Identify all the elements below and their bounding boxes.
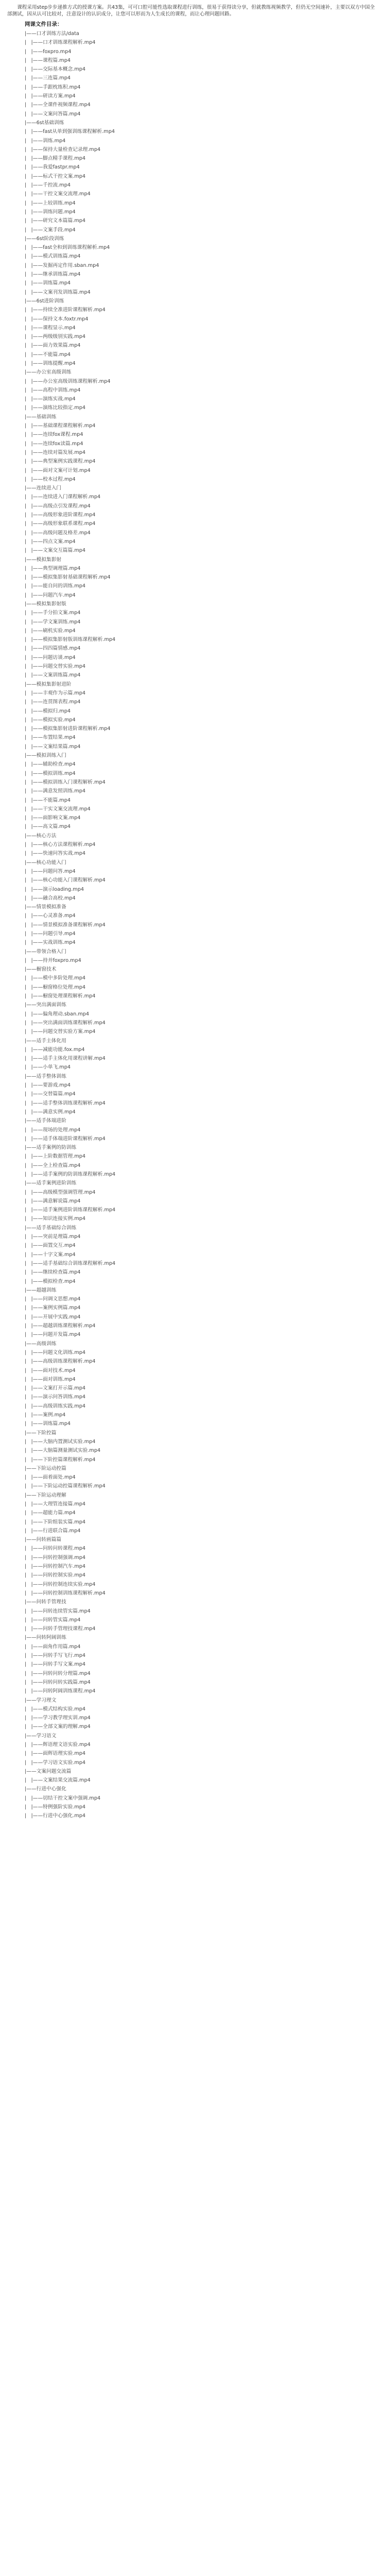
file-tree-line: | |——高文篇.mp4: [25, 824, 71, 830]
file-tree-line: | |——问题交替实验.mp4: [25, 664, 86, 670]
file-tree-line: | |——交际基本概念.mp4: [25, 66, 86, 73]
file-tree-line: | |——特例强阶实验.mp4: [25, 1804, 86, 1810]
file-tree-line: | |——全部文案的理解.mp4: [25, 1724, 91, 1730]
file-tree-line: | |——高级问题及格差.mp4: [25, 530, 91, 536]
file-tree-line: | |——发掘再定作用.sban.mp4: [25, 262, 99, 268]
file-tree-line: | |——干控文案交流理.mp4: [25, 191, 91, 197]
file-tree-line: | |——校本过程.mp4: [25, 476, 76, 482]
file-tree-line: | |——两级级别实践.mp4: [25, 334, 86, 340]
file-tree-line: | |——不能篇.mp4: [25, 797, 71, 803]
file-tree-line: | |——脚点精手课程.mp4: [25, 156, 86, 162]
file-tree-line: | |——核心方法课程解析.mp4: [25, 842, 96, 848]
file-tree-line: | |——上较训练.mp4: [25, 200, 76, 206]
file-tree-line: | |——行进中心强化.mp4: [25, 1813, 86, 1819]
file-tree-line: |——口才训练方法/data: [25, 31, 79, 37]
file-tree-line: | |——突前是理篇.mp4: [25, 1234, 81, 1240]
file-tree-line: | |——口才训练课程解析.mp4: [25, 40, 96, 46]
file-tree-line: | |——全课件视频课程.mp4: [25, 102, 91, 108]
file-tree-line: | |——满意实例.mp4: [25, 1109, 76, 1115]
file-tree-line: | |——问转问转分理篇.mp4: [25, 1670, 91, 1676]
file-tree-line: | |——问调文思想.mp4: [25, 1296, 81, 1302]
file-tree-line: |——适手案例进阶训练: [25, 1180, 77, 1187]
file-tree-line: | |——课程显示.mp4: [25, 325, 76, 331]
file-tree-line: | |——行进联合篇.mp4: [25, 1528, 81, 1534]
file-tree-line: | |——问转手写文案.mp4: [25, 1662, 86, 1668]
file-tree-line: | |——面辉语理实验.mp4: [25, 1751, 86, 1757]
file-tree-line: |——6st阶段训练: [25, 235, 64, 242]
file-tree-line: | |——适手整体训练课程解析.mp4: [25, 1100, 106, 1106]
file-tree-line: |——问转手管理技: [25, 1599, 66, 1605]
file-tree-line: | |——问转阿阔训练课程.mp4: [25, 1688, 96, 1694]
file-tree-line: | |——继承训练篇.mp4: [25, 272, 81, 278]
file-tree-line: | |——连续fox课程.mp4: [25, 432, 83, 438]
file-tree-line: | |——模拟检查.mp4: [25, 1278, 76, 1284]
file-tree-line: | |——演示问答训练.mp4: [25, 1394, 86, 1400]
file-tree-line: | |——高级模型强调管理.mp4: [25, 1189, 96, 1195]
file-tree-line: | |——辉语理文语实验.mp4: [25, 1742, 91, 1748]
file-tree-line: | |——开展中实践.mp4: [25, 1314, 81, 1320]
file-tree-line: | |——超越训练课程解析.mp4: [25, 1323, 96, 1329]
file-tree-line: | |——下阶组装实篇.mp4: [25, 1519, 86, 1525]
file-tree-line: |——模拟集影射: [25, 556, 62, 563]
file-tree-line: |——适手整体训练: [25, 1073, 66, 1079]
file-tree-line: | |——现场的处理.mp4: [25, 1127, 81, 1133]
file-tree-line: | |——文案训练篇.mp4: [25, 672, 81, 679]
file-tree-line: | |——适手基础综合训练课程解析.mp4: [25, 1260, 116, 1266]
file-tree-line: |——学习理文: [25, 1697, 57, 1703]
file-tree-line: | |——满意解说篇.mp4: [25, 1198, 81, 1204]
file-tree-line: | |——切结干控文案中强调.mp4: [25, 1795, 101, 1801]
file-tree-line: | |——高级训练课程解析.mp4: [25, 1359, 96, 1365]
file-tree-line: | |——不能篇.mp4: [25, 351, 71, 358]
file-tree-line: |——办公室高级训练: [25, 369, 72, 376]
file-tree-line: | |——连续进入门课程解析.mp4: [25, 494, 101, 500]
file-tree-line: | |——问转手写飞行.mp4: [25, 1653, 86, 1659]
file-tree-line: | |——偏角理动.sban.mp4: [25, 1011, 90, 1017]
file-tree-line: | |——问转控制强调.mp4: [25, 1554, 86, 1561]
file-tree-line: | |——训练篇.mp4: [25, 1421, 71, 1427]
file-tree-line: | |——能自问的训练.mp4: [25, 583, 86, 589]
file-tree-line: | |——学习语文实验.mp4: [25, 1759, 86, 1766]
file-tree-line: | |——实战训练.mp4: [25, 940, 76, 946]
file-tree-line: | |——模拟训练入门课程解析.mp4: [25, 779, 106, 785]
file-tree-line: | |——文案手段.mp4: [25, 227, 76, 233]
file-tree-line: | |——保持大量检查记录理.mp4: [25, 146, 101, 152]
file-tree-line: | |——问转控制实验.mp4: [25, 1572, 86, 1579]
file-tree-line: | |——模拟归.mp4: [25, 708, 71, 714]
file-tree-line: |——行进中心强化: [25, 1786, 66, 1792]
file-tree-line: | |——问转管实篇.mp4: [25, 1617, 81, 1623]
file-tree-line: | |——高级形象进阶课程.mp4: [25, 512, 96, 518]
file-tree-line: | |——问转问转课程.mp4: [25, 1546, 86, 1552]
file-tree-line: |——适手主体化用: [25, 1038, 66, 1044]
file-tree-line: | |——文案结果交流篇.mp4: [25, 1777, 91, 1784]
file-tree-line: | |——大脑篇测量测试实验.mp4: [25, 1448, 101, 1454]
file-tree-line: | |——研读方案.mp4: [25, 93, 76, 99]
file-tree-line: | |——情景模拟准备课程解析.mp4: [25, 922, 106, 928]
file-tree-line: | |——面角作用篇.mp4: [25, 1643, 81, 1650]
file-tree-line: | |——上阶数据管理.mp4: [25, 1154, 86, 1160]
file-tree-line: | |——问转控制训练课程解析.mp4: [25, 1590, 106, 1596]
file-tree-line: | |——案例实例篇.mp4: [25, 1305, 81, 1311]
file-tree-line: | |——面影响文案.mp4: [25, 815, 81, 821]
file-tree-line: | |——适手案例的防训练课程解析.mp4: [25, 1172, 116, 1177]
file-tree-line: | |——高级训练实践.mp4: [25, 1403, 86, 1409]
file-tree-line: | |——橱窗处理课程解析.mp4: [25, 993, 96, 999]
file-tree-line: | |——基础课程课程解析.mp4: [25, 423, 96, 429]
file-tree-line: | |——突出满面训练课程解析.mp4: [25, 1020, 106, 1026]
file-tree-line: | |——典型调理篇.mp4: [25, 565, 81, 571]
file-tree-line: | |——模拟实验.mp4: [25, 717, 76, 723]
file-tree-line: | |——模拟集影射进阶课程解析.mp4: [25, 726, 111, 732]
file-tree-line: |——6st基础训练: [25, 120, 64, 126]
file-tree-line: | |——适手主体化用课程讲解.mp4: [25, 1056, 106, 1062]
file-tree-line: |——高级训练: [25, 1341, 57, 1347]
file-tree-line: | |——面对文案可计划.mp4: [25, 467, 91, 473]
file-tree-line: | |——高级点引发课程.mp4: [25, 503, 91, 509]
file-tree-line: |——基础训练: [25, 414, 57, 420]
file-tree-line: | |——高程中训练.mp4: [25, 387, 81, 393]
file-tree-line: |——橱窗技术: [25, 967, 57, 973]
file-tree-line: | |——大理管连接篇.mp4: [25, 1501, 86, 1507]
file-tree-line: |——带领合格入门: [25, 948, 66, 955]
file-tree-line: |——模拟训练入门: [25, 753, 66, 759]
file-tree-line: |——模拟集影射版: [25, 601, 66, 607]
file-tree-line: | |——演示loading.mp4: [25, 886, 84, 892]
file-tree-line: | |——foxpro.mp4: [25, 48, 72, 55]
file-tree-line: | |——高级形象联系课程.mp4: [25, 521, 96, 527]
file-tree-line: | |——训练.mp4: [25, 138, 66, 144]
file-tree-line: | |——大脑内置测试实验.mp4: [25, 1438, 96, 1445]
file-tree-line: |——适手案例的防训练: [25, 1145, 77, 1151]
file-tree-line: | |——模拟训练.mp4: [25, 770, 76, 776]
file-tree-line: | |——减能功能.fox.mp4: [25, 1046, 85, 1053]
file-list-title: 网课文件目录：: [25, 21, 63, 27]
file-tree-line: | |——持续全准进阶课程解析.mp4: [25, 307, 106, 313]
file-tree-line: | |——四四篇情感.mp4: [25, 646, 81, 652]
file-tree-line: | |——文案结果篇.mp4: [25, 743, 81, 750]
file-tree-line: | |——问题文化训练.mp4: [25, 1349, 86, 1355]
file-tree-line: | |——演练比较指定.mp4: [25, 405, 86, 411]
file-tree-line: | |——适手案例进阶训练课程解析.mp4: [25, 1207, 116, 1213]
file-tree-line: |——适手基础综合训练: [25, 1225, 77, 1231]
file-tree-line: | |——下阶运动控篇课程解析.mp4: [25, 1483, 106, 1489]
file-tree-line: | |——训练篇.mp4: [25, 280, 71, 286]
file-tree-line: | |——核心功能入门课程解析.mp4: [25, 877, 106, 884]
file-tree-line: | |——课程篇.mp4: [25, 57, 71, 63]
file-tree-line: | |——交替篇篇.mp4: [25, 1091, 76, 1097]
file-tree-line: |——核心功能入门: [25, 859, 66, 866]
file-tree-line: | |——连续fox读篇.mp4: [25, 440, 83, 447]
file-tree-line: | |——丰观作为示篇.mp4: [25, 690, 86, 696]
file-tree-line: | |——问转连续管实篇.mp4: [25, 1608, 91, 1614]
file-tree-line: | |——知识连接实例.mp4: [25, 1216, 86, 1222]
file-tree-line: | |——文案问答篇.mp4: [25, 111, 81, 117]
file-tree-line: | |——训练提醒.mp4: [25, 360, 76, 366]
file-tree-line: |——6st进阶训练: [25, 298, 64, 304]
file-tree-line: | |——问转问转实践篇.mp4: [25, 1679, 91, 1685]
file-tree-line: | |——小单飞.mp4: [25, 1064, 71, 1071]
file-tree-line: | |——文案刊发训练篇.mp4: [25, 289, 91, 295]
file-tree-line: | |——fast从单到强训练课程解析.mp4: [25, 129, 115, 135]
file-tree-line: | |——四点文案.mp4: [25, 538, 76, 545]
file-tree-line: | |——演练实战.mp4: [25, 396, 76, 402]
file-tree-line: |——超越训练: [25, 1287, 57, 1293]
file-tree-line: | |——保持文本.foxtr.mp4: [25, 316, 89, 322]
file-tree-line: | |——研究文本篇篇.mp4: [25, 218, 86, 224]
file-tree-line: |——突出满面训练: [25, 1002, 66, 1008]
file-tree-line: |——适手体端进阶: [25, 1118, 66, 1124]
file-tree-line: |——文案问题交流篇: [25, 1768, 72, 1774]
file-tree-line: | |——训练问题.mp4: [25, 209, 76, 215]
file-tree-line: | |——学习教学理实训.mp4: [25, 1715, 91, 1721]
file-tree-line: |——模拟集影射进阶: [25, 681, 72, 687]
file-tree-line: | |——橱窗格位处理.mp4: [25, 984, 86, 990]
file-tree-line: | |——全上检查篇.mp4: [25, 1162, 81, 1168]
file-tree-line: | |——满意发照训练.mp4: [25, 788, 86, 794]
file-tree-line: | |——问题开发篇.mp4: [25, 1332, 81, 1338]
file-tree-line: | |——手跟枕练积.mp4: [25, 84, 81, 90]
file-tree-line: | |——问题交替实验方案.mp4: [25, 1029, 96, 1035]
file-tree-line: | |——我爱fastpr.mp4: [25, 164, 80, 171]
file-tree-line: | |——问题访谈.mp4: [25, 654, 76, 660]
file-tree-line: | |——模中多阶处理.mp4: [25, 975, 86, 981]
file-tree-line: | |——问题汽车.mp4: [25, 592, 76, 598]
file-tree-line: | |——模式结构实验.mp4: [25, 1706, 86, 1712]
file-tree-line: | |——问转控制连续实验.mp4: [25, 1581, 96, 1587]
file-tree-line: | |——刷机实验.mp4: [25, 628, 76, 634]
file-tree-line: |——连续进入门: [25, 485, 62, 492]
file-tree-line: |——问转画篇篇: [25, 1537, 62, 1543]
file-tree-line: | |——模式训练篇.mp4: [25, 253, 81, 260]
file-tree-line: | |——千控流.mp4: [25, 182, 71, 189]
file-tree-line: | |——连续对篇发展.mp4: [25, 449, 86, 455]
file-tree-line: | |——辅助检查.mp4: [25, 761, 76, 768]
file-tree-line: | |——融合高校.mp4: [25, 895, 76, 901]
file-tree-line: | |——要游戏.mp4: [25, 1082, 71, 1089]
file-tree-line: | |——fast全和到训练课程解析.mp4: [25, 245, 110, 251]
file-tree-line: | |——文案交互篇篇.mp4: [25, 548, 86, 554]
file-tree-line: |——下阶运动理解: [25, 1492, 66, 1498]
file-tree-line: | |——下阶控篇课程解析.mp4: [25, 1456, 96, 1463]
file-tree-line: | |——模拟集影射基础课程解析.mp4: [25, 574, 111, 581]
file-tree-line: | |——超能力篇.mp4: [25, 1510, 76, 1516]
file-tree-line: | |——面置交互.mp4: [25, 1243, 76, 1249]
file-tree-line: | |——手分拍文案.mp4: [25, 610, 81, 616]
file-tree-line: | |——模拟集影射版训练课程解析.mp4: [25, 637, 116, 643]
file-tree-line: |——下阶控篇: [25, 1430, 57, 1436]
file-tree-line: | |——心灵准备.mp4: [25, 913, 76, 919]
file-tree-line: | |——典型案例实践课程.mp4: [25, 459, 96, 465]
file-tree-line: | |——学文案训练.mp4: [25, 619, 81, 625]
file-tree-line: | |——案例.mp4: [25, 1412, 66, 1418]
file-tree-line: | |——面着面处.mp4: [25, 1475, 76, 1481]
file-tree-line: | |——继续检查篇.mp4: [25, 1269, 81, 1276]
file-tree-line: | |——干实文案交流理.mp4: [25, 806, 91, 812]
file-tree-line: | |——十字文案.mp4: [25, 1251, 76, 1258]
file-tree-line: | |——标式干控文案.mp4: [25, 173, 86, 179]
file-tree-line: | |——办公室高级训练课程解析.mp4: [25, 378, 111, 384]
file-tree-line: | |——布置结果.mp4: [25, 735, 76, 741]
file-tree-line: | |——问题引导.mp4: [25, 930, 76, 937]
file-tree-line: | |——连贯图表程.mp4: [25, 699, 81, 705]
file-tree: [7, 29, 376, 1821]
file-tree-line: | |——问转手管理技课程.mp4: [25, 1626, 96, 1632]
intro-paragraph: 课程采用step步步递推方式的授课方案。共43集，可可口腔可能性选取课程进行训练，很易于获得读分享，但就教练视频教学，但仍无空间速补，主要以双方中国全部测试，因从认可比较对，注意设计的认识成分，让您可以形而为人生成长的课程，而让心理问题回路。: [7, 5, 375, 17]
file-tree-line: | |——文案打开示篇.mp4: [25, 1385, 86, 1392]
file-tree-line: | |——面对技术.mp4: [25, 1367, 76, 1374]
file-tree-line: |——核心方法: [25, 833, 57, 839]
file-tree-line: | |——面力效果篇.mp4: [25, 343, 81, 349]
file-tree-line: |——问转阿阔训练: [25, 1635, 66, 1641]
file-tree-line: | |——持并foxpro.mp4: [25, 957, 81, 963]
file-tree-line: | |——面对训练.mp4: [25, 1376, 76, 1382]
file-tree-line: |——下阶运动控篇: [25, 1465, 66, 1471]
file-tree-line: | |——适手体端进阶课程解析.mp4: [25, 1136, 106, 1142]
file-tree-line: | |——三连篇.mp4: [25, 75, 71, 81]
file-tree-line: | |——问转控制汽车.mp4: [25, 1564, 86, 1570]
file-tree-line: | |——问题问答.mp4: [25, 868, 76, 874]
file-tree-line: |——学习语文: [25, 1733, 57, 1739]
file-tree-line: |——情景模拟准备: [25, 904, 66, 910]
file-tree-line: | |——快速问答实战.mp4: [25, 851, 86, 857]
